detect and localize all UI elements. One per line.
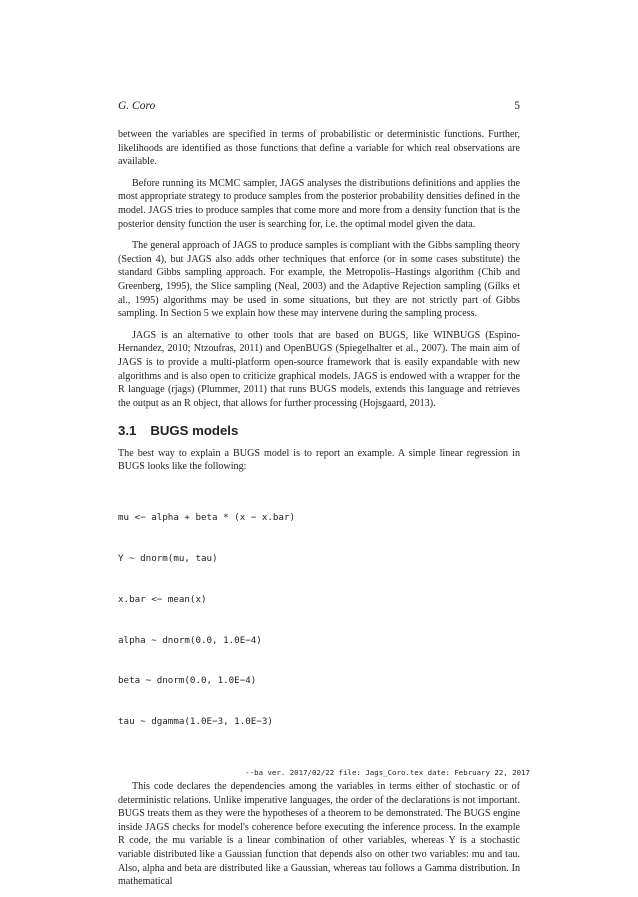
header-author: G. Coro xyxy=(118,100,156,112)
code-line: alpha ~ dnorm(0.0, 1.0E−4) xyxy=(118,634,262,646)
page-footer: --ba ver. 2017/02/22 file: Jags_Coro.tex date: February 22, 2017 xyxy=(245,768,530,777)
section-heading xyxy=(118,424,520,438)
paragraph: between the variables are specified in terms of probabilistic or deterministic functions. Further, likelihoods are identified as those functions that define a variable for which real observations are available. xyxy=(118,129,520,168)
code-line: mu <− alpha + beta * (x − x.bar) xyxy=(118,512,296,524)
paragraph: The general approach of JAGS to produce samples is compliant with the Gibbs sampling theory (Section 4), but JAGS also adds other techniques that enforce (or in some cases substitute) the standard Gibbs sampling approach. For example, the Metropolis–Hastings algorithm (Chib and Greenberg, 1995), the Slice sampling (Neal, 2003) and the Adaptive Rejection sampling (Gilks et al., 1995) algorithms may be used in some situations, but they are not strictly part of Gibbs sampling. In Section 5 we explain how these may intervene during the sampling process. xyxy=(118,240,520,320)
code-line: tau ~ dgamma(1.0E−3, 1.0E−3) xyxy=(118,716,273,728)
page-number: 5 xyxy=(514,100,520,112)
paragraph: JAGS is an alternative to other tools that are based on BUGS, like WINBUGS (Espino-Hernandez, 2010; Ntzoufras, 2011) and OpenBUGS (Spiegelhalter et al., 2007). The main aim of JAGS is to provide a multi-platform open-source framework that is easily expandable with new algorithms and is also open to criticize graphical models. JAGS is endowed with a wrapper for the R language (rjags) (Plummer, 2011) that runs BUGS models, extends this language and retrieves the output as an R object, that allows for further processing (Hojsgaard, 2013). xyxy=(118,329,520,409)
main-text xyxy=(118,128,520,897)
section-number: 3.1 xyxy=(118,423,137,439)
section-title: BUGS models xyxy=(150,423,239,439)
code-line: x.bar <− mean(x) xyxy=(118,593,207,605)
code-line: beta ~ dnorm(0.0, 1.0E−4) xyxy=(118,675,257,687)
code-line: Y ~ dnorm(mu, tau) xyxy=(118,553,218,565)
section-intro: The best way to explain a BUGS model is to report an example. A simple linear regression in BUGS looks like the following: xyxy=(118,447,520,473)
paragraph: This code declares the dependencies among the variables in terms either of stochastic or of deterministic relations. Unlike imperative languages, the order of the declarations is not important. BUGS treats them as they were the hypotheses of a theorem to be demonstrated. The BUGS engine inside JAGS checks for model's coherence before executing the inference process. In the example R code, the mu variable is a linear combination of other variables, whereas Y is a stochastic variable distributed like a Gaussian function that depends also on other two variables: mu and tau. Also, alpha and beta are distributed like a Gaussian, whereas tau follows a Gamma distribution. In mathematical xyxy=(118,780,520,888)
paragraph: Before running its MCMC sampler, JAGS analyses the distributions definitions and applies the most appropriate strategy to produce samples from the posterior probability densities defined in the model. JAGS tries to produce samples that come more and more from a density function that is the posterior density function the user is searching for, i.e. the optimal model given the data. xyxy=(118,177,520,230)
running-header xyxy=(118,100,520,112)
code-listing xyxy=(118,484,520,756)
